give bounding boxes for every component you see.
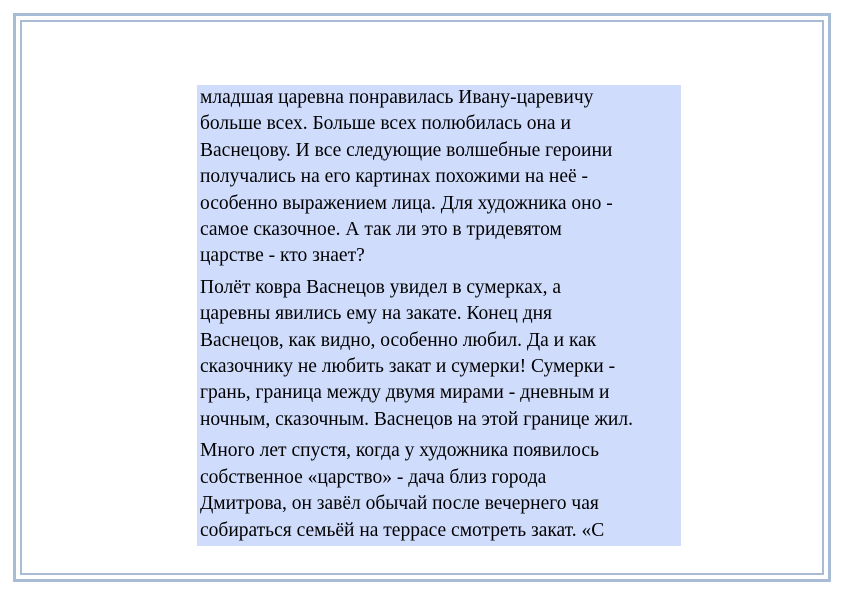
paragraph-3: Много лет спустя, когда у художника появилось собственное «царство» - дача близ города Дмитрова, он завёл обычай после вечернего чая собираться семьёй на террасе смотреть закат. «С [200, 440, 605, 541]
paragraph-2: Полёт ковра Васнецов увидел в сумерках, а царевны явились ему на закате. Конец дня Васнецов, как видно, особенно любил. Да и как сказочнику не любить закат и сумерки! Сумерки - грань, граница между двумя мирами - дневным и ночным, сказочным. Васнецов на этой границе жил. [200, 276, 633, 430]
paragraph-1: младшая царевна понравилась Ивану-царевичу больше всех. Больше всех полюбилась она и Васнецову. И все следующие волшебные героини получались на его картинах похожими на неё - особенно выражением лица. Для художника оно - самое сказочное. А так ли это в тридевятом царстве - кто знает? [200, 87, 613, 267]
text-box [197, 85, 681, 546]
